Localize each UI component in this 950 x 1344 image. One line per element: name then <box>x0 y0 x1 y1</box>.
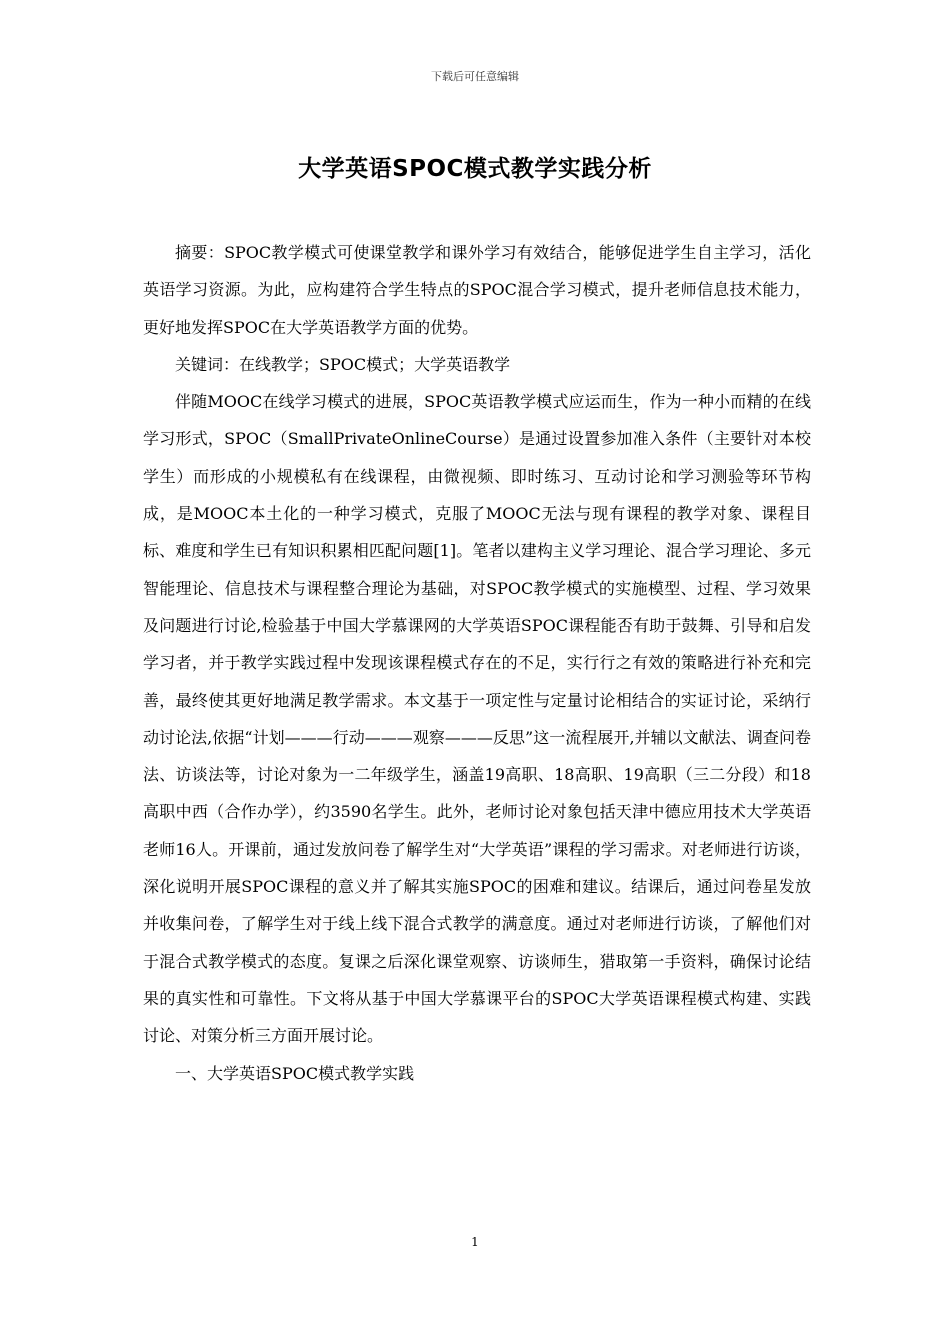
page-number: 1 <box>471 1235 479 1249</box>
body-paragraph: 伴随MOOC在线学习模式的进展，SPOC英语教学模式应运而生，作为一种小而精的在线学习形式，SPOC（SmallPrivateOnlineCourse）是通过设置参加准入条件（主要针对本校学生）而形成的小规模私有在线课程，由微视频、即时练习、互动讨论和学习测验等环节构成，是MOOC本土化的一种学习模式，克服了MOOC无法与现有课程的教学对象、课程目标、难度和学生已有知识积累相匹配问题[1]。笔者以建构主义学习理论、混合学习理论、多元智能理论、信息技术与课程整合理论为基础，对SPOC教学模式的实施模型、过程、学习效果及问题进行讨论,检验基于中国大学慕课网的大学英语SPOC课程能否有助于鼓舞、引导和启发学习者，并于教学实践过程中发现该课程模式存在的不足，实行行之有效的策略进行补充和完善，最终使其更好地满足教学需求。本文基于一项定性与定量讨论相结合的实证讨论，采纳行动讨论法,依据“计划———行动———观察———反思”这一流程展开,并辅以文献法、调查问卷法、访谈法等，讨论对象为一二年级学生，涵盖19高职、18高职、19高职（三二分段）和18高职中西（合作办学），约3590名学生。此外，老师讨论对象包括天津中德应用技术大学英语老师16人。开课前，通过发放问卷了解学生对“大学英语”课程的学习需求。对老师进行访谈，深化说明开展SPOC课程的意义并了解其实施SPOC的困难和建议。结课后，通过问卷星发放并收集问卷，了解学生对于线上线下混合式教学的满意度。通过对老师进行访谈，了解他们对于混合式教学模式的态度。复课之后深化课堂观察、访谈师生，猎取第一手资料，确保讨论结果的真实性和可靠性。下文将从基于中国大学慕课平台的SPOC大学英语课程模式构建、实践讨论、对策分析三方面开展讨论。 <box>143 392 811 1046</box>
abstract-paragraph: 摘要：SPOC教学模式可使课堂教学和课外学习有效结合，能够促进学生自主学习，活化英语学习资源。为此，应构建符合学生特点的SPOC混合学习模式，提升老师信息技术能力，更好地发挥SPOC在大学英语教学方面的优势。 <box>143 243 811 337</box>
document-title: 大学英语SPOC模式教学实践分析 <box>298 156 652 182</box>
document-body <box>143 234 811 1092</box>
keywords-paragraph: 关键词：在线教学；SPOC模式；大学英语教学 <box>175 354 511 374</box>
section-heading: 一、大学英语SPOC模式教学实践 <box>175 1063 415 1083</box>
page-header-note: 下载后可任意编辑 <box>431 70 519 83</box>
